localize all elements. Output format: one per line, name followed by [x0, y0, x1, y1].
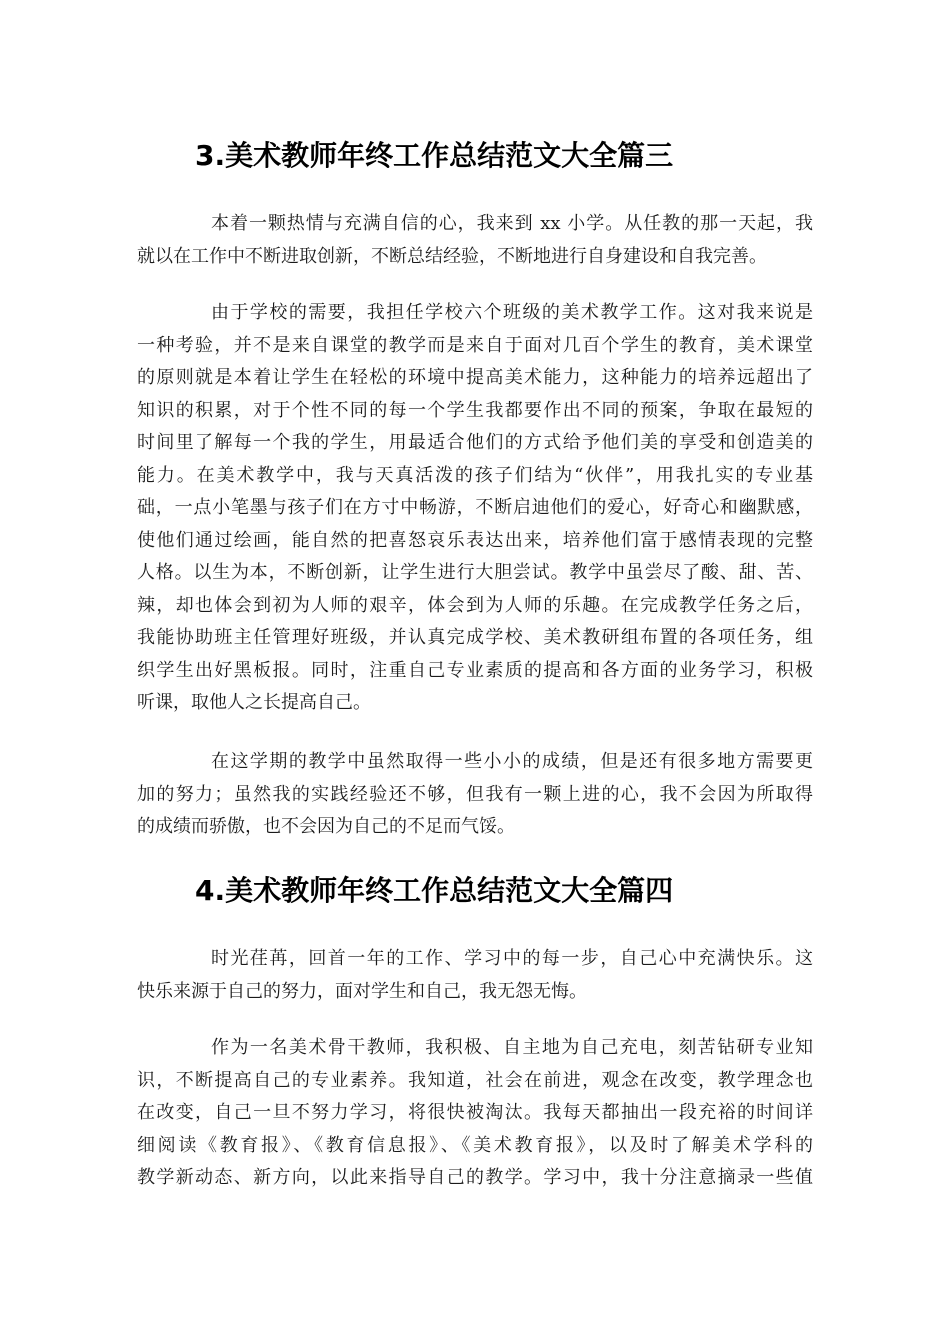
text-line: 就以在工作中不断进取创新，不断总结经验，不断地进行自身建设和自我完善。 [137, 245, 767, 267]
text-line: 一种考验，并不是来自课堂的教学而是来自于面对几百个学生的教育，美术课堂 [137, 334, 813, 356]
text-line: 作为一名美术骨干教师，我积极、自主地为自己充电，刻苦钻研专业知 [211, 1037, 813, 1058]
text-line: 础，一点小笔墨与孩子们在方寸中畅游，不断启迪他们的爱心，好奇心和幽默感， [137, 497, 813, 518]
text-line: 织学生出好黑板报。同时，注重自己专业素质的提高和各方面的业务学习，积极 [137, 659, 813, 681]
text-line: 辣，却也体会到初为人师的艰辛，体会到为人师的乐趣。在完成教学任务之后， [137, 594, 813, 616]
text-line: 的原则就是本着让学生在轻松的环境中提高美术能力，这种能力的培养远超出了 [137, 367, 813, 388]
text-line: 我能协助班主任管理好班级，并认真完成学校、美术教研组布置的各项任务，组 [137, 627, 813, 648]
section-4-paragraph-2 [137, 1032, 813, 1195]
text-line: 教学新动态、新方向，以此来指导自己的教学。学习中，我十分注意摘录一些值 [137, 1167, 813, 1188]
section-4-heading: 4.美术教师年终工作总结范文大全篇四 [195, 874, 674, 907]
section-3-paragraph-2 [137, 297, 813, 720]
text-line: 能力。在美术教学中，我与天真活泼的孩子们结为“伙伴”，用我扎实的专业基 [137, 464, 813, 486]
text-line: 知识的积累，对于个性不同的每一个学生我都要作出不同的预案，争取在最短的 [137, 399, 813, 421]
text-line: 快乐来源于自己的努力，面对学生和自己，我无怨无悔。 [137, 980, 587, 1002]
text-line: 加的努力；虽然我的实践经验还不够，但我有一颗上进的心，我不会因为所取得 [137, 783, 813, 805]
text-line: 本着一颗热情与充满自信的心，我来到 xx 小学。从任教的那一天起，我 [211, 213, 813, 234]
text-line: 在这学期的教学中虽然取得一些小小的成绩，但是还有很多地方需要更 [211, 751, 813, 772]
text-line: 由于学校的需要，我担任学校六个班级的美术教学工作。这对我来说是 [211, 302, 813, 323]
text-line: 细阅读《教育报》、《教育信息报》、《美术教育报》，以及时了解美术学科的 [137, 1134, 813, 1156]
text-line: 时间里了解每一个我的学生，用最适合他们的方式给予他们美的享受和创造美的 [137, 432, 813, 453]
text-line: 识，不断提高自己的专业素养。我知道，社会在前进，观念在改变，教学理念也 [137, 1069, 813, 1091]
text-line: 听课，取他人之长提高自己。 [137, 692, 371, 713]
section-3-paragraph-1 [137, 208, 813, 273]
text-line: 在改变，自己一旦不努力学习，将很快被淘汰。我每天都抽出一段充裕的时间详 [137, 1102, 813, 1123]
text-line: 人格。以生为本，不断创新，让学生进行大胆尝试。教学中虽尝尽了酸、甜、苦、 [137, 562, 813, 583]
text-line: 时光荏苒，回首一年的工作、学习中的每一步，自己心中充满快乐。这 [211, 948, 813, 969]
text-line: 使他们通过绘画，能自然的把喜怒哀乐表达出来，培养他们富于感情表现的完整 [137, 529, 813, 551]
section-3-heading: 3.美术教师年终工作总结范文大全篇三 [195, 139, 674, 172]
text-line: 的成绩而骄傲，也不会因为自己的不足而气馁。 [137, 816, 515, 837]
section-4-paragraph-1 [137, 943, 813, 1008]
section-3-paragraph-3 [137, 746, 813, 844]
